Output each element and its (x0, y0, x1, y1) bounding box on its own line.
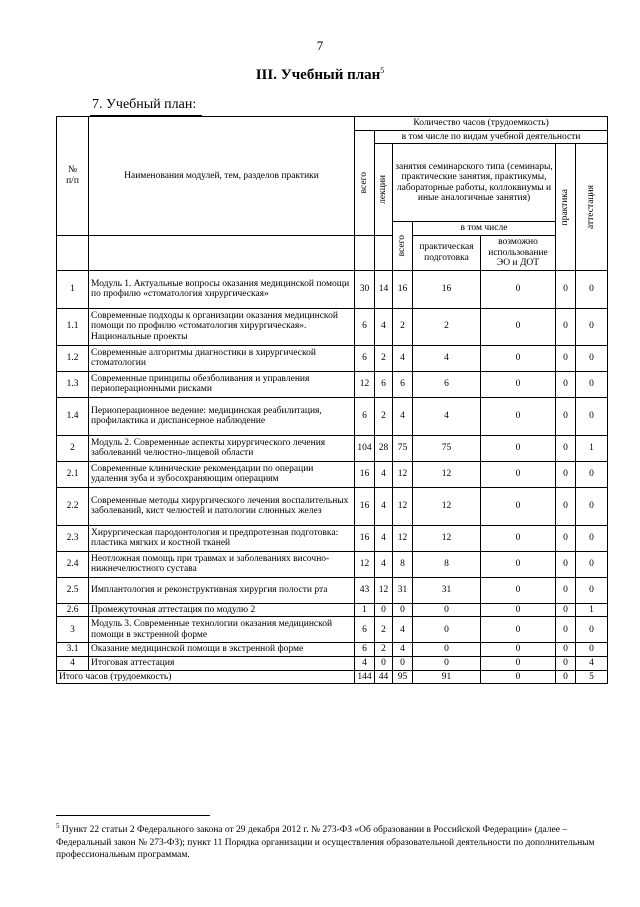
header-total (355, 130, 375, 235)
row-practical: 12 (413, 525, 481, 551)
row-practice: 0 (556, 270, 576, 308)
row-attest: 0 (576, 461, 608, 487)
row-total: 16 (355, 487, 375, 525)
row-practice: 0 (556, 345, 576, 371)
row-lectures: 4 (375, 525, 393, 551)
table-row (57, 435, 608, 461)
row-lectures: 4 (375, 461, 393, 487)
header-hours: Количество часов (трудоемкость) (355, 117, 608, 131)
row-eo: 0 (481, 461, 556, 487)
row-num: 2.4 (57, 551, 89, 577)
total-hours: 144 (355, 670, 375, 684)
row-lectures: 4 (375, 308, 393, 345)
row-total: 16 (355, 525, 375, 551)
table-row (57, 345, 608, 371)
row-practical: 12 (413, 487, 481, 525)
row-eo: 0 (481, 270, 556, 308)
row-name: Имплантология и реконструктивная хирургия полости рта (89, 577, 355, 603)
row-attest: 0 (576, 577, 608, 603)
row-practical: 0 (413, 603, 481, 617)
row-practical: 31 (413, 577, 481, 603)
page-number: 7 (316, 38, 324, 53)
row-num: 1.4 (57, 397, 89, 435)
table-row (57, 643, 608, 657)
row-practice: 0 (556, 577, 576, 603)
row-eo: 0 (481, 397, 556, 435)
row-lectures: 2 (375, 397, 393, 435)
row-lectures: 2 (375, 345, 393, 371)
curriculum-table (56, 116, 608, 684)
header-practice (556, 144, 576, 271)
row-attest: 1 (576, 603, 608, 617)
row-attest: 0 (576, 270, 608, 308)
row-practical: 0 (413, 617, 481, 643)
header-practice-label: практика (560, 188, 571, 226)
row-eo: 0 (481, 657, 556, 671)
table-row (57, 657, 608, 671)
total-practice: 0 (556, 670, 576, 684)
row-practice: 0 (556, 525, 576, 551)
row-total: 6 (355, 308, 375, 345)
table-row (57, 603, 608, 617)
row-total: 30 (355, 270, 375, 308)
row-practice: 0 (556, 551, 576, 577)
row-practical: 0 (413, 643, 481, 657)
footnote-divider (56, 815, 210, 816)
row-practice: 0 (556, 435, 576, 461)
header-num: № п/п (57, 117, 89, 236)
row-attest: 4 (576, 657, 608, 671)
footnote (56, 822, 612, 862)
row-num: 1.1 (57, 308, 89, 345)
table-row (57, 371, 608, 397)
total-seminar: 95 (393, 670, 413, 684)
row-seminar-total: 12 (393, 487, 413, 525)
table-row (57, 551, 608, 577)
total-attest: 5 (576, 670, 608, 684)
header-practical-training: практическая подготовка (413, 235, 481, 270)
row-practice: 0 (556, 371, 576, 397)
header-seminar-total-label: всего (397, 235, 408, 257)
row-eo: 0 (481, 551, 556, 577)
row-practice: 0 (556, 487, 576, 525)
row-lectures: 2 (375, 643, 393, 657)
row-eo: 0 (481, 577, 556, 603)
row-name: Оказание медицинской помощи в экстренной форме (89, 643, 355, 657)
row-seminar-total: 16 (393, 270, 413, 308)
row-total: 12 (355, 551, 375, 577)
row-total: 6 (355, 617, 375, 643)
row-lectures: 6 (375, 371, 393, 397)
row-total: 1 (355, 603, 375, 617)
row-total: 104 (355, 435, 375, 461)
row-total: 6 (355, 643, 375, 657)
row-seminar-total: 0 (393, 657, 413, 671)
row-seminar-total: 2 (393, 308, 413, 345)
row-practice: 0 (556, 461, 576, 487)
row-attest: 0 (576, 525, 608, 551)
row-lectures: 4 (375, 487, 393, 525)
total-lectures: 44 (375, 670, 393, 684)
row-practice: 0 (556, 657, 576, 671)
row-num: 4 (57, 657, 89, 671)
table-row (57, 270, 608, 308)
row-practice: 0 (556, 617, 576, 643)
row-practical: 8 (413, 551, 481, 577)
row-num: 1 (57, 270, 89, 308)
row-seminar-total: 4 (393, 643, 413, 657)
row-eo: 0 (481, 308, 556, 345)
row-eo: 0 (481, 435, 556, 461)
row-name: Современные алгоритмы диагностики в хирургической стоматологии (89, 345, 355, 371)
row-attest: 0 (576, 643, 608, 657)
row-seminar-total: 12 (393, 525, 413, 551)
header-seminar: занятия семинарского типа (семинары, практические занятия, практикумы, лабораторные работы, коллоквиумы и иные аналогичные занятия) (393, 144, 556, 222)
row-practical: 0 (413, 657, 481, 671)
table-row (57, 397, 608, 435)
row-attest: 0 (576, 308, 608, 345)
row-practical: 16 (413, 270, 481, 308)
row-practice: 0 (556, 603, 576, 617)
row-practical: 2 (413, 308, 481, 345)
header-num-bottom (57, 235, 89, 270)
row-eo: 0 (481, 643, 556, 657)
table-row (57, 308, 608, 345)
row-num: 1.2 (57, 345, 89, 371)
row-name: Хирургическая пародонтология и предпротезная подготовка: пластика мягких и костной тканей (89, 525, 355, 551)
row-practical: 6 (413, 371, 481, 397)
header-lectures-bottom (375, 235, 393, 270)
row-num: 2.5 (57, 577, 89, 603)
header-attestation-label: аттестация (586, 185, 597, 229)
total-practical: 91 (413, 670, 481, 684)
section-title-text: III. Учебный план (255, 67, 381, 83)
row-total: 43 (355, 577, 375, 603)
table-row (57, 461, 608, 487)
header-eo-dot: возможно использование ЭО и ДОТ (481, 235, 556, 270)
row-eo: 0 (481, 525, 556, 551)
row-lectures: 12 (375, 577, 393, 603)
row-eo: 0 (481, 603, 556, 617)
row-name: Современные методы хирургического лечения воспалительных заболеваний, кист челюстей и патологии слюнных желез (89, 487, 355, 525)
header-lectures (375, 144, 393, 236)
section-title (0, 66, 640, 84)
header-lectures-label: лекции (378, 175, 389, 204)
row-name: Итоговая аттестация (89, 657, 355, 671)
row-attest: 1 (576, 435, 608, 461)
row-lectures: 0 (375, 657, 393, 671)
row-name: Модуль 2. Современные аспекты хирургического лечения заболеваний челюстно-лицевой области (89, 435, 355, 461)
header-by-activity: в том числе по видам учебной деятельности (375, 130, 608, 144)
row-attest: 0 (576, 371, 608, 397)
row-practical: 4 (413, 397, 481, 435)
row-practice: 0 (556, 643, 576, 657)
row-practical: 75 (413, 435, 481, 461)
row-lectures: 14 (375, 270, 393, 308)
row-practical: 4 (413, 345, 481, 371)
row-num: 2.6 (57, 603, 89, 617)
row-lectures: 2 (375, 617, 393, 643)
total-label: Итого часов (трудоемкость) (57, 670, 355, 684)
table-total-row (57, 670, 608, 684)
row-seminar-total: 12 (393, 461, 413, 487)
row-name: Неотложная помощь при травмах и заболеваниях височно-нижнечелюстного сустава (89, 551, 355, 577)
header-seminar-total (393, 222, 413, 271)
row-seminar-total: 4 (393, 397, 413, 435)
header-name-bottom (89, 235, 355, 270)
footnote-text: Пункт 22 статьи 2 Федерального закона от 29 декабря 2012 г. № 273-ФЗ «Об образовании в Российской Федерации» (далее – Федеральный закон № 273-ФЗ); пункт 11 Порядка организации и осуществления образовательной деятельности по дополнительным профессиональным программам. (56, 825, 595, 861)
row-name: Современные принципы обезболивания и управления периоперационными рисками (89, 371, 355, 397)
curriculum-table-body (57, 270, 608, 684)
row-num: 2 (57, 435, 89, 461)
row-num: 2.2 (57, 487, 89, 525)
row-practice: 0 (556, 397, 576, 435)
row-name: Модуль 3. Современные технологии оказания медицинской помощи в экстренной форме (89, 617, 355, 643)
row-attest: 0 (576, 487, 608, 525)
row-seminar-total: 8 (393, 551, 413, 577)
table-row (57, 487, 608, 525)
row-eo: 0 (481, 487, 556, 525)
row-lectures: 0 (375, 603, 393, 617)
row-attest: 0 (576, 617, 608, 643)
row-name: Современные клинические рекомендации по операции удаления зуба и зубосохраняющим операциям (89, 461, 355, 487)
row-seminar-total: 4 (393, 617, 413, 643)
row-name: Модуль 1. Актуальные вопросы оказания медицинской помощи по профилю «стоматология хирургическая» (89, 270, 355, 308)
table-row (57, 525, 608, 551)
row-total: 16 (355, 461, 375, 487)
row-name: Периоперационное ведение: медицинская реабилитация, профилактика и диспансерное наблюдение (89, 397, 355, 435)
header-total-bottom (355, 235, 375, 270)
row-eo: 0 (481, 617, 556, 643)
row-attest: 0 (576, 551, 608, 577)
footnote-ref: 5 (380, 66, 385, 75)
row-seminar-total: 6 (393, 371, 413, 397)
row-lectures: 28 (375, 435, 393, 461)
row-num: 3 (57, 617, 89, 643)
row-num: 1.3 (57, 371, 89, 397)
table-caption: 7. Учебный план: (92, 97, 197, 112)
row-attest: 0 (576, 345, 608, 371)
row-total: 6 (355, 345, 375, 371)
row-eo: 0 (481, 371, 556, 397)
table-row (57, 577, 608, 603)
row-lectures: 4 (375, 551, 393, 577)
row-total: 4 (355, 657, 375, 671)
header-attestation (576, 144, 608, 271)
row-seminar-total: 4 (393, 345, 413, 371)
row-eo: 0 (481, 345, 556, 371)
row-num: 3.1 (57, 643, 89, 657)
total-eo: 0 (481, 670, 556, 684)
header-total-label: всего (359, 172, 370, 194)
row-name: Современные подходы к организации оказания медицинской помощи по профилю «стоматология хирургическая». Национальные проекты (89, 308, 355, 345)
row-seminar-total: 31 (393, 577, 413, 603)
row-attest: 0 (576, 397, 608, 435)
row-total: 12 (355, 371, 375, 397)
footnote-marker: 5 (56, 822, 60, 830)
row-num: 2.1 (57, 461, 89, 487)
header-name: Наименования модулей, тем, разделов практики (89, 117, 355, 236)
row-name: Промежуточная аттестация по модулю 2 (89, 603, 355, 617)
row-num: 2.3 (57, 525, 89, 551)
row-practice: 0 (556, 308, 576, 345)
row-practical: 12 (413, 461, 481, 487)
row-seminar-total: 0 (393, 603, 413, 617)
header-including: в том числе (413, 222, 556, 236)
row-total: 6 (355, 397, 375, 435)
table-row (57, 617, 608, 643)
row-seminar-total: 75 (393, 435, 413, 461)
